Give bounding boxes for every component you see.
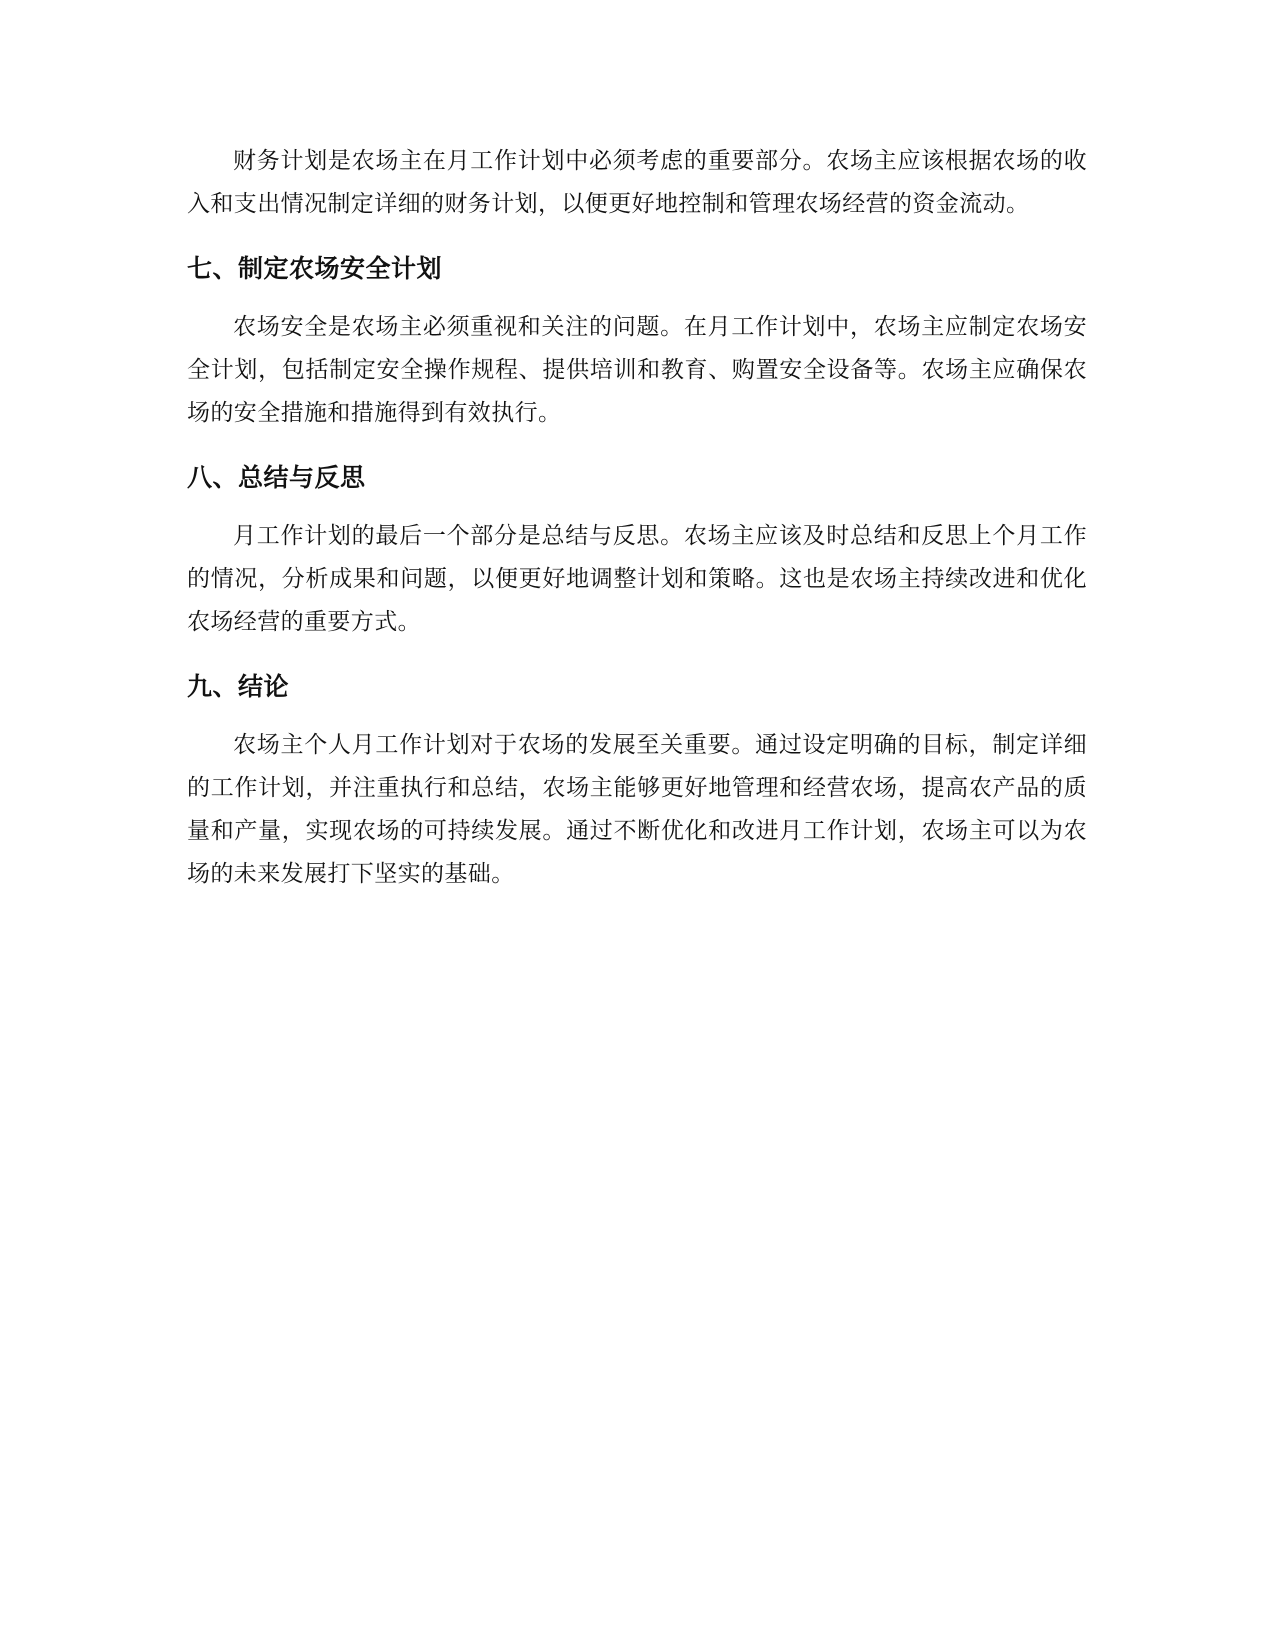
paragraph-financial-plan: 财务计划是农场主在月工作计划中必须考虑的重要部分。农场主应该根据农场的收入和支出情况制定详细的财务计划，以便更好地控制和管理农场经营的资金流动。 xyxy=(187,148,1087,217)
heading-section-7: 七、制定农场安全计划 xyxy=(187,254,443,283)
heading-section-8: 八、总结与反思 xyxy=(187,463,366,492)
paragraph-safety-plan: 农场安全是农场主必须重视和关注的问题。在月工作计划中，农场主应制定农场安全计划，包括制定安全操作规程、提供培训和教育、购置安全设备等。农场主应确保农场的安全措施和措施得到有效执行。 xyxy=(187,314,1087,426)
paragraph-summary-reflection: 月工作计划的最后一个部分是总结与反思。农场主应该及时总结和反思上个月工作的情况，分析成果和问题，以便更好地调整计划和策略。这也是农场主持续改进和优化农场经营的重要方式。 xyxy=(187,523,1087,635)
document-body xyxy=(187,140,1087,896)
heading-section-9: 九、结论 xyxy=(187,672,290,701)
paragraph-conclusion: 农场主个人月工作计划对于农场的发展至关重要。通过设定明确的目标，制定详细的工作计划，并注重执行和总结，农场主能够更好地管理和经营农场，提高农产品的质量和产量，实现农场的可持续发展。通过不断优化和改进月工作计划，农场主可以为农场的未来发展打下坚实的基础。 xyxy=(187,732,1087,887)
